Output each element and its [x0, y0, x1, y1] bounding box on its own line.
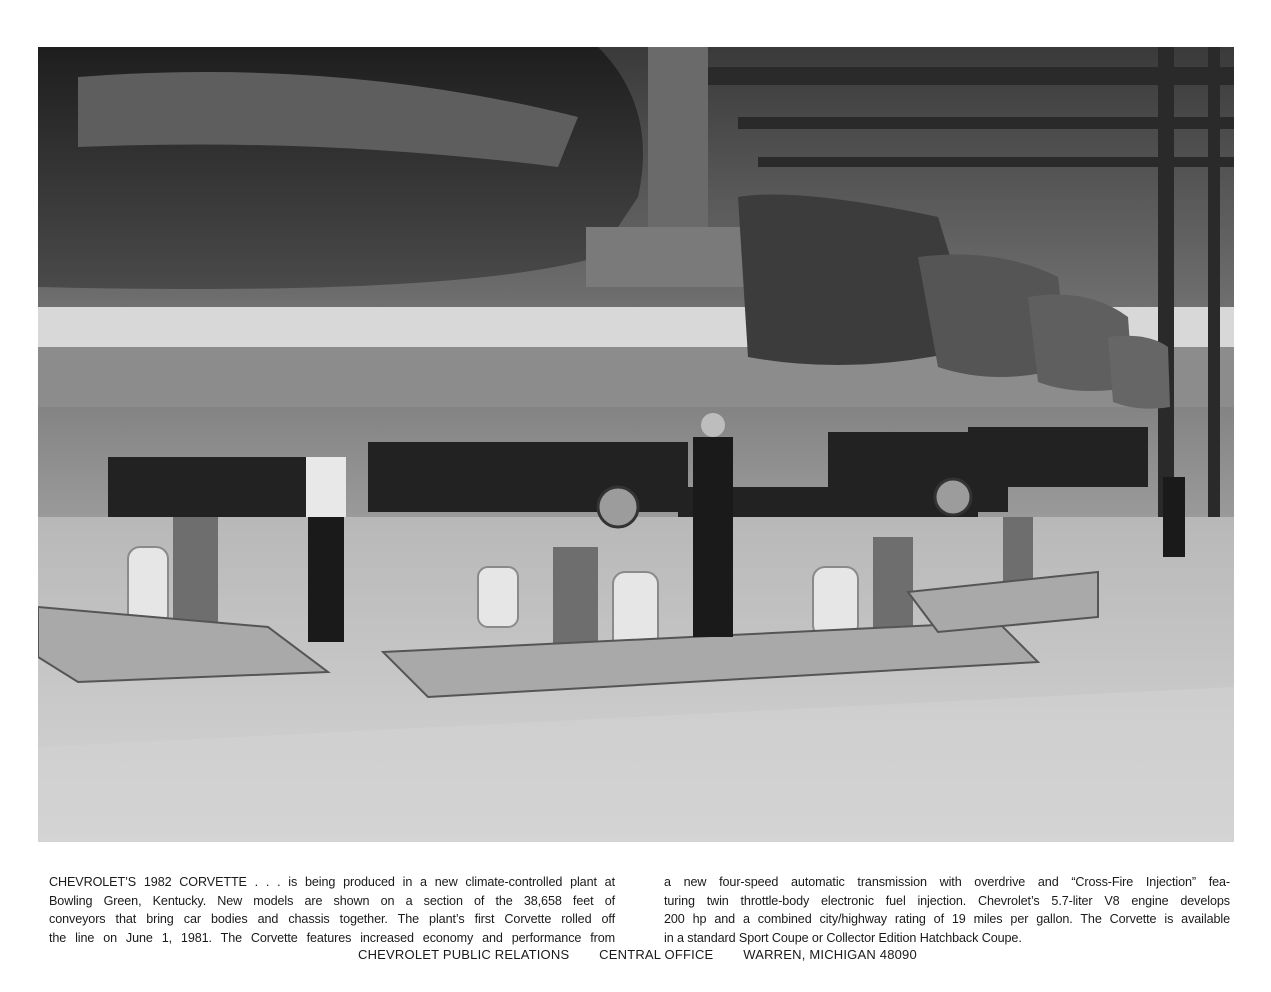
footer-office: CENTRAL OFFICE	[599, 947, 714, 962]
caption-line: Bowling Green, Kentucky. New models are shown on a section of the 38,658 feet of	[49, 893, 615, 908]
footer-org: CHEVROLET PUBLIC RELATIONS	[358, 947, 570, 962]
caption-left-column	[49, 873, 615, 947]
footer-address: WARREN, MICHIGAN 48090	[743, 947, 917, 962]
caption-line: conveyors that bring car bodies and chassis together. The plant’s first Corvette rolled off	[49, 912, 615, 927]
caption-line: 200 hp and a combined city/highway rating of 19 miles per gallon. The Corvette is available	[664, 912, 1230, 927]
assembly-line-photo	[38, 47, 1234, 842]
caption-line: in a standard Sport Coupe or Collector Edition Hatchback Coupe.	[664, 930, 1022, 945]
caption-line: the line on June 1, 1981. The Corvette features increased economy and performance from	[49, 930, 615, 945]
caption-line: turing twin throttle-body electronic fuel injection. Chevrolet’s 5.7-liter V8 engine develops	[664, 893, 1230, 908]
caption-line: a new four-speed automatic transmission with overdrive and “Cross-Fire Injection” fea-	[664, 875, 1230, 889]
footer	[358, 947, 917, 962]
caption-line: CHEVROLET’S 1982 CORVETTE . . . is being produced in a new climate-controlled plant at	[49, 875, 615, 889]
caption-right-column	[664, 873, 1230, 947]
